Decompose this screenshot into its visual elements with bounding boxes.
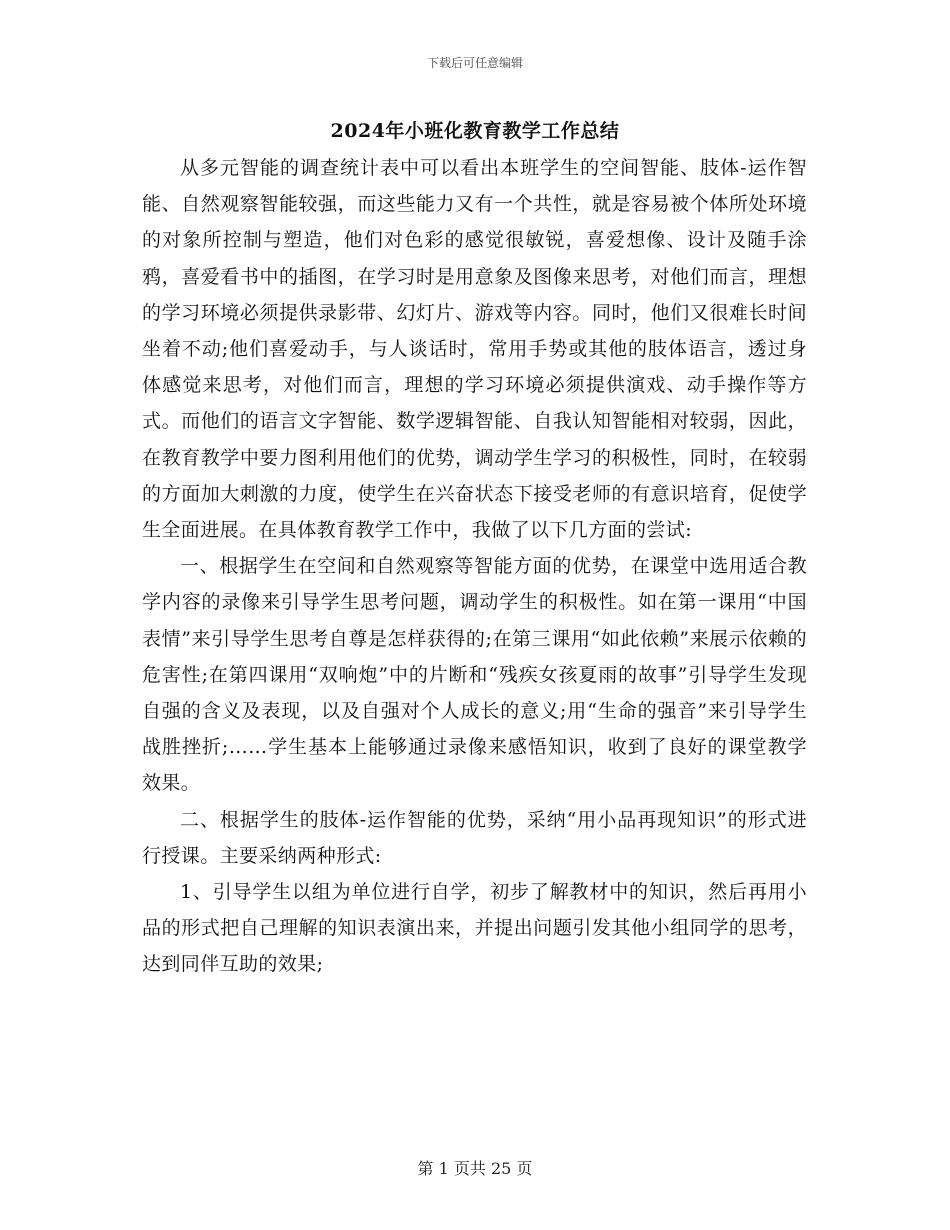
header-note: 下载后可任意编辑: [426, 56, 523, 70]
page-number: 第 1 页共 25 页: [417, 1159, 533, 1178]
paragraph-section-two: 二、根据学生的肢体-运作智能的优势，采纳“用小品再现知识”的形式进行授课。主要采纳两种形式:: [142, 808, 807, 867]
paragraph-section-one: 一、根据学生在空间和自然观察等智能方面的优势，在课堂中选用适合教学内容的录像来引导学生思考问题，调动学生的积极性。如在第一课用“中国表情”来引导学生思考自尊是怎样获得的;在第三课用“如此依赖”来展示依赖的危害性;在第四课用“双响炮”中的片断和“残疾女孩夏雨的故事”引导学生发现自强的含义及表现，以及自强对个人成长的意义;用“生命的强音”来引导学生战胜挫折;……学生基本上能够通过录像来感悟知识，收到了良好的课堂教学效果。: [142, 555, 807, 795]
document-title: 2024年小班化教育教学工作总结: [330, 120, 620, 142]
paragraph-intro: 从多元智能的调查统计表中可以看出本班学生的空间智能、肢体-运作智能、自然观察智能较强，而这些能力又有一个共性，就是容易被个体所处环境的对象所控制与塑造，他们对色彩的感觉很敏锐，喜爱想像、设计及随手涂鸦，喜爱看书中的插图，在学习时是用意象及图像来思考，对他们而言，理想的学习环境必须提供录影带、幻灯片、游戏等内容。同时，他们又很难长时间坐着不动;他们喜爱动手，与人谈话时，常用手势或其他的肢体语言，透过身体感觉来思考，对他们而言，理想的学习环境必须提供演戏、动手操作等方式。而他们的语言文字智能、数学逻辑智能、自我认知智能相对较弱，因此，在教育教学中要力图利用他们的优势，调动学生学习的积极性，同时，在较弱的方面加大刺激的力度，使学生在兴奋状态下接受老师的有意识培育，促使学生全面进展。在具体教育教学工作中，我做了以下几方面的尝试:: [142, 157, 807, 542]
paragraph-item-one: 1、引导学生以组为单位进行自学，初步了解教材中的知识，然后再用小品的形式把自己理解的知识表演出来，并提出问题引发其他小组同学的思考，达到同伴互助的效果;: [142, 881, 807, 976]
document-body: [142, 150, 807, 983]
